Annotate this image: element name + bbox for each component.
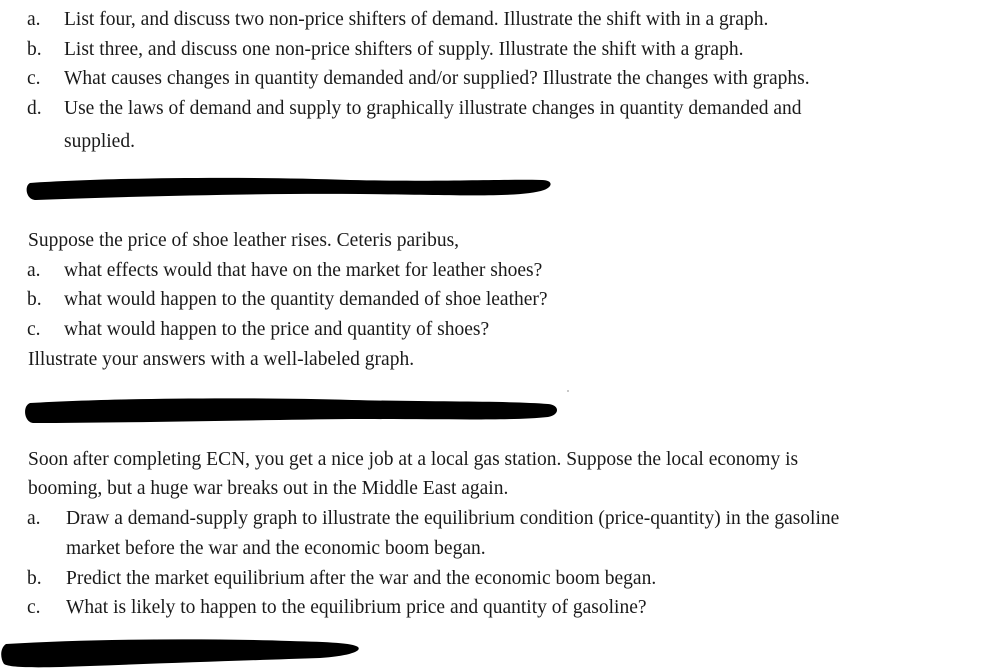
item-marker-c: c. (27, 597, 41, 618)
item-text-a-line1: Draw a demand-supply graph to illustrate the equilibrium condition (price-quantity) in the gasoline (66, 508, 840, 529)
item-text-a-line2: market before the war and the economic boom began. (66, 538, 486, 559)
item-text-c: what would happen to the price and quantity of shoes? (64, 319, 490, 340)
item-marker-a: a. (27, 508, 41, 529)
question-intro-line2: booming, but a huge war breaks out in the Middle East again. (28, 478, 509, 499)
redaction-bar (0, 632, 370, 668)
item-marker-b: b. (27, 568, 42, 589)
item-marker-d: d. (27, 98, 42, 119)
item-marker-a: a. (27, 260, 41, 281)
item-marker-c: c. (27, 68, 41, 89)
item-text-b: what would happen to the quantity demanded of shoe leather? (64, 289, 548, 310)
item-text-b: List three, and discuss one non-price shifters of supply. Illustrate the shift with a graph. (64, 39, 744, 60)
item-marker-b: b. (27, 39, 42, 60)
question-intro-line1: Soon after completing ECN, you get a nice job at a local gas station. Suppose the local economy is (28, 449, 799, 470)
item-text-a: List four, and discuss two non-price shifters of demand. Illustrate the shift with in a graph. (64, 9, 769, 30)
redaction-bar (20, 170, 560, 206)
redaction-bar (22, 393, 562, 427)
item-text-a: what effects would that have on the market for leather shoes? (64, 260, 543, 281)
item-text-b: Predict the market equilibrium after the war and the economic boom began. (66, 568, 657, 589)
item-marker-c: c. (27, 319, 41, 340)
item-text-c: What causes changes in quantity demanded and/or supplied? Illustrate the changes with graphs. (64, 68, 810, 89)
item-text-d-line2: supplied. (64, 131, 135, 152)
question-outro: Illustrate your answers with a well-labeled graph. (28, 349, 415, 370)
item-text-d-line1: Use the laws of demand and supply to graphically illustrate changes in quantity demanded and (64, 98, 802, 119)
item-text-c: What is likely to happen to the equilibrium price and quantity of gasoline? (66, 597, 647, 618)
item-marker-a: a. (27, 9, 41, 30)
item-marker-b: b. (27, 289, 42, 310)
question-intro: Suppose the price of shoe leather rises. Ceteris paribus, (28, 230, 460, 251)
scan-speck (567, 390, 569, 392)
